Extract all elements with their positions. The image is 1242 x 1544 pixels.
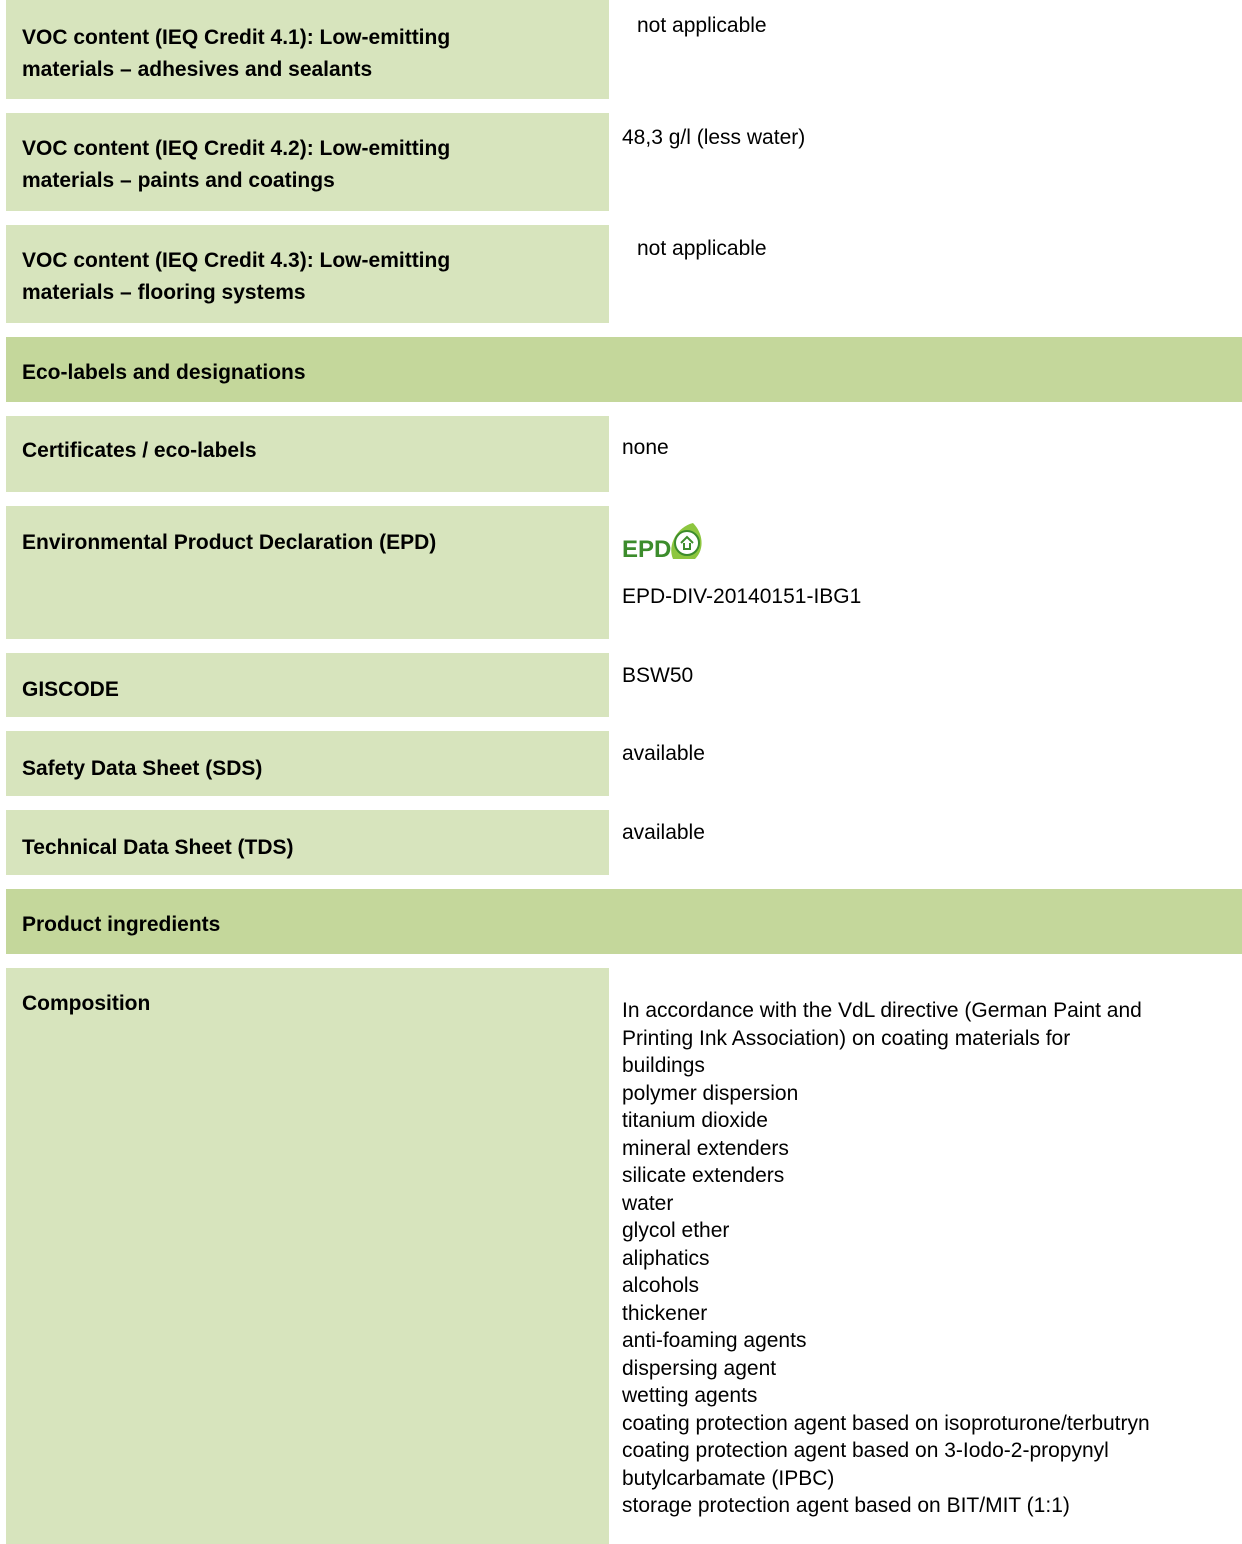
voc-adhesives-value: not applicable — [637, 14, 767, 37]
sds-value: available — [622, 742, 705, 765]
section-product-ingredients — [6, 889, 1242, 954]
voc-flooring-label-cell — [6, 225, 609, 323]
section-eco-labels — [6, 337, 1242, 402]
tds-label: Technical Data Sheet (TDS) — [22, 836, 294, 859]
voc-flooring-value: not applicable — [637, 237, 767, 260]
voc-paints-value: 48,3 g/l (less water) — [622, 126, 806, 149]
svg-text:EPD: EPD — [622, 536, 672, 563]
epd-value: EPD-DIV-20140151-IBG1 — [622, 585, 862, 608]
sds-label-cell — [6, 731, 609, 796]
composition-value: In accordance with the VdL directive (German Paint and Printing Ink Association) on coating materials for buildings polymer dispersion titanium dioxide mineral extenders silicate extenders water glycol ether aliphatics alcohols thickener anti-foaming agents dispersing agent wetting agents coating protection agent based on isoproturone/terbutryn coating protection agent based on 3-Iodo-2-propynyl butylcarbamate (IPBC) storage protection agent based on BIT/MIT (1:1) — [622, 999, 1150, 1517]
composition-label: Composition — [22, 992, 151, 1015]
tds-label-cell — [6, 810, 609, 875]
epd-logo-icon — [621, 519, 713, 563]
voc-paints-label: VOC content (IEQ Credit 4.2): Low-emitting materials – paints and coatings — [22, 137, 451, 192]
giscode-label: GISCODE — [22, 678, 119, 701]
giscode-value: BSW50 — [622, 664, 694, 687]
tds-value: available — [622, 821, 705, 844]
composition-label-cell — [6, 968, 609, 1544]
section-eco-labels-title: Eco-labels and designations — [22, 361, 306, 384]
epd-label: Environmental Product Declaration (EPD) — [22, 531, 437, 554]
epd-label-cell — [6, 506, 609, 639]
voc-flooring-label: VOC content (IEQ Credit 4.3): Low-emitting materials – flooring systems — [22, 249, 451, 304]
certificates-label-cell — [6, 416, 609, 492]
voc-adhesives-label-cell — [6, 0, 609, 99]
certificates-label: Certificates / eco-labels — [22, 439, 257, 462]
section-product-ingredients-title: Product ingredients — [22, 913, 221, 936]
voc-adhesives-label: VOC content (IEQ Credit 4.1): Low-emitting materials – adhesives and sealants — [22, 26, 451, 81]
sds-label: Safety Data Sheet (SDS) — [22, 757, 263, 780]
voc-paints-label-cell — [6, 113, 609, 211]
giscode-label-cell — [6, 653, 609, 717]
certificates-value: none — [622, 436, 669, 459]
